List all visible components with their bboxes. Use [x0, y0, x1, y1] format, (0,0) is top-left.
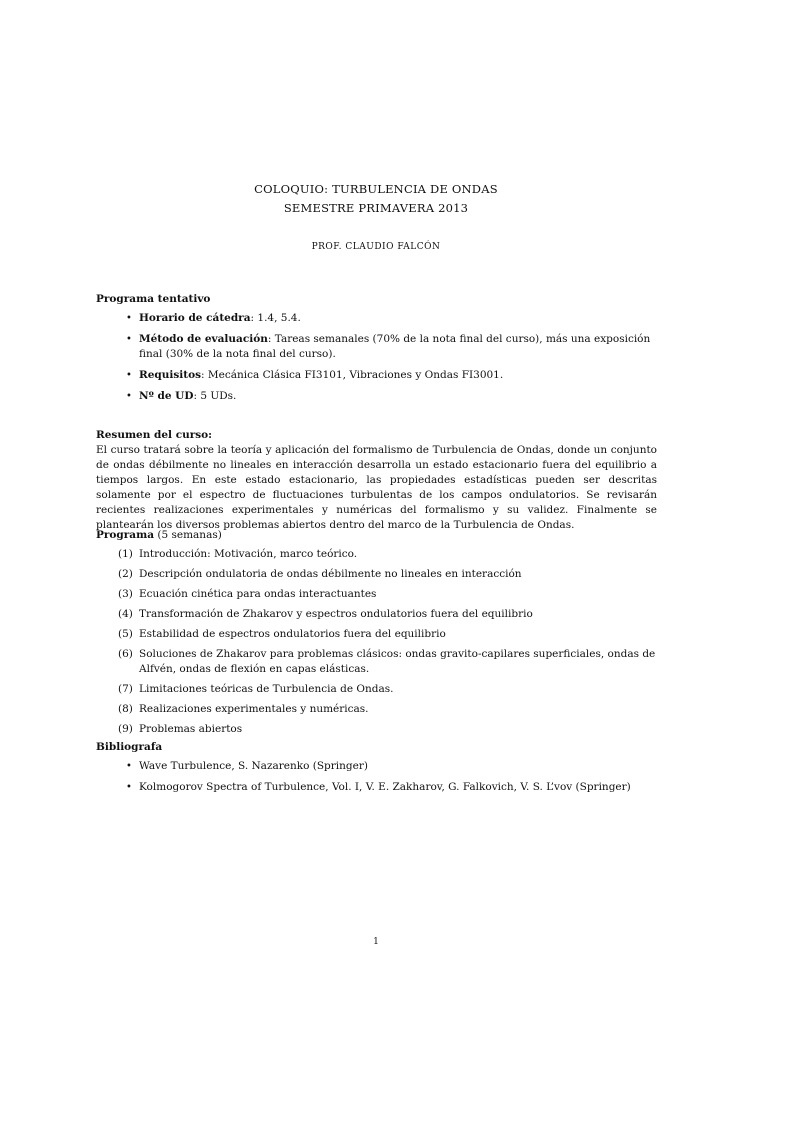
resumen-body: El curso tratará sobre la teoría y aplicación del formalismo de Turbulencia de Ondas, donde un conjunto de ondas débilmente no lineales en interacción desarrolla un estado estacionario fuera del equilibrio a tiempos largos. En este estado estacionario, las propiedades estadísticas pueden ser descritas solamente por el espectro de fluctuaciones turbulentas de los campos ondulatorios. Se revisarán recientes realizaciones experimentales y numéricas del formalismo y su validez. Finalmente se plantearán los diversos problemas abiertos dentro del marco de la Turbulencia de Ondas.	[96, 444, 657, 531]
bullet-icon: •	[126, 370, 132, 381]
programa-list	[96, 547, 657, 737]
item-number: (4)	[118, 608, 133, 620]
item-text: Descripción ondulatoria de ondas débilmente no lineales en interacción	[139, 568, 522, 580]
section-heading-programa-line	[96, 528, 657, 543]
item-number: (5)	[118, 628, 133, 640]
title-block	[0, 180, 752, 218]
bibliografia-list	[96, 759, 657, 795]
list-item	[96, 627, 657, 642]
item-text: Problemas abiertos	[139, 723, 243, 735]
item-text: Kolmogorov Spectra of Turbulence, Vol. I, V. E. Zakharov, G. Falkovich, V. S. L’vov (Springer)	[139, 781, 631, 793]
bullet-icon: •	[126, 761, 132, 772]
list-item	[96, 547, 657, 562]
item-text: : 1.4, 5.4.	[250, 312, 301, 324]
item-number: (7)	[118, 683, 133, 695]
item-text: : Mecánica Clásica FI3101, Vibraciones y Ondas FI3001.	[201, 369, 504, 381]
list-item	[96, 332, 656, 362]
author-line: PROF. CLAUDIO FALCÓN	[311, 242, 441, 252]
item-number: (2)	[118, 568, 133, 580]
item-text: Ecuación cinética para ondas interactuantes	[139, 588, 377, 600]
list-item	[96, 607, 657, 622]
item-text: : Tareas semanales (70% de la nota final del curso), más una exposición final (30% de la nota final del curso).	[139, 333, 651, 360]
section-programa	[96, 528, 657, 742]
item-text: Wave Turbulence, S. Nazarenko (Springer)	[139, 760, 368, 772]
item-text: Transformación de Zhakarov y espectros ondulatorios fuera del equilibrio	[139, 608, 533, 620]
item-text: Estabilidad de espectros ondulatorios fuera del equilibrio	[139, 628, 446, 640]
bullet-icon: •	[126, 391, 132, 402]
item-text: Soluciones de Zhakarov para problemas clásicos: ondas gravito-capilares superficiales, ondas de Alfvén, ondas de flexión en capas elásticas.	[139, 648, 656, 675]
page-number: 1	[373, 937, 379, 947]
section-programa-tentativo	[96, 292, 656, 410]
item-label: Método de evaluación	[139, 333, 268, 345]
list-item	[96, 682, 657, 697]
item-number: (8)	[118, 703, 133, 715]
list-item	[96, 311, 656, 326]
item-number: (9)	[118, 723, 133, 735]
bullet-icon: •	[126, 782, 132, 793]
section-bibliografia	[96, 740, 657, 801]
item-number: (1)	[118, 548, 133, 560]
section-resumen	[96, 428, 657, 533]
section-heading-resumen: Resumen del curso:	[96, 429, 213, 441]
item-text: : 5 UDs.	[193, 390, 237, 402]
section-heading-programa: Programa	[96, 529, 155, 541]
bullet-icon: •	[126, 334, 132, 345]
list-item	[96, 567, 657, 582]
item-text: Realizaciones experimentales y numéricas.	[139, 703, 369, 715]
list-item	[96, 647, 657, 677]
title-line-2: SEMESTRE PRIMAVERA 2013	[283, 201, 469, 215]
programa-duration: (5 semanas)	[154, 529, 222, 541]
title-line-1: COLOQUIO: TURBULENCIA DE ONDAS	[254, 182, 498, 196]
bullet-icon: •	[126, 313, 132, 324]
list-item	[96, 702, 657, 717]
list-item	[96, 780, 657, 795]
section-heading-programa-tentativo: Programa tentativo	[96, 293, 211, 305]
list-item	[96, 389, 656, 404]
programa-tentativo-list	[96, 311, 656, 404]
item-label: Requisitos	[139, 369, 202, 381]
item-label: Nº de UD	[139, 390, 194, 402]
list-item	[96, 759, 657, 774]
item-text: Introducción: Motivación, marco teórico.	[139, 548, 358, 560]
section-heading-bibliografia: Bibliografa	[96, 741, 163, 753]
item-label: Horario de cátedra	[139, 312, 251, 324]
list-item	[96, 587, 657, 602]
item-number: (6)	[118, 648, 133, 660]
list-item	[96, 722, 657, 737]
list-item	[96, 368, 656, 383]
item-text: Limitaciones teóricas de Turbulencia de Ondas.	[139, 683, 394, 695]
item-number: (3)	[118, 588, 133, 600]
